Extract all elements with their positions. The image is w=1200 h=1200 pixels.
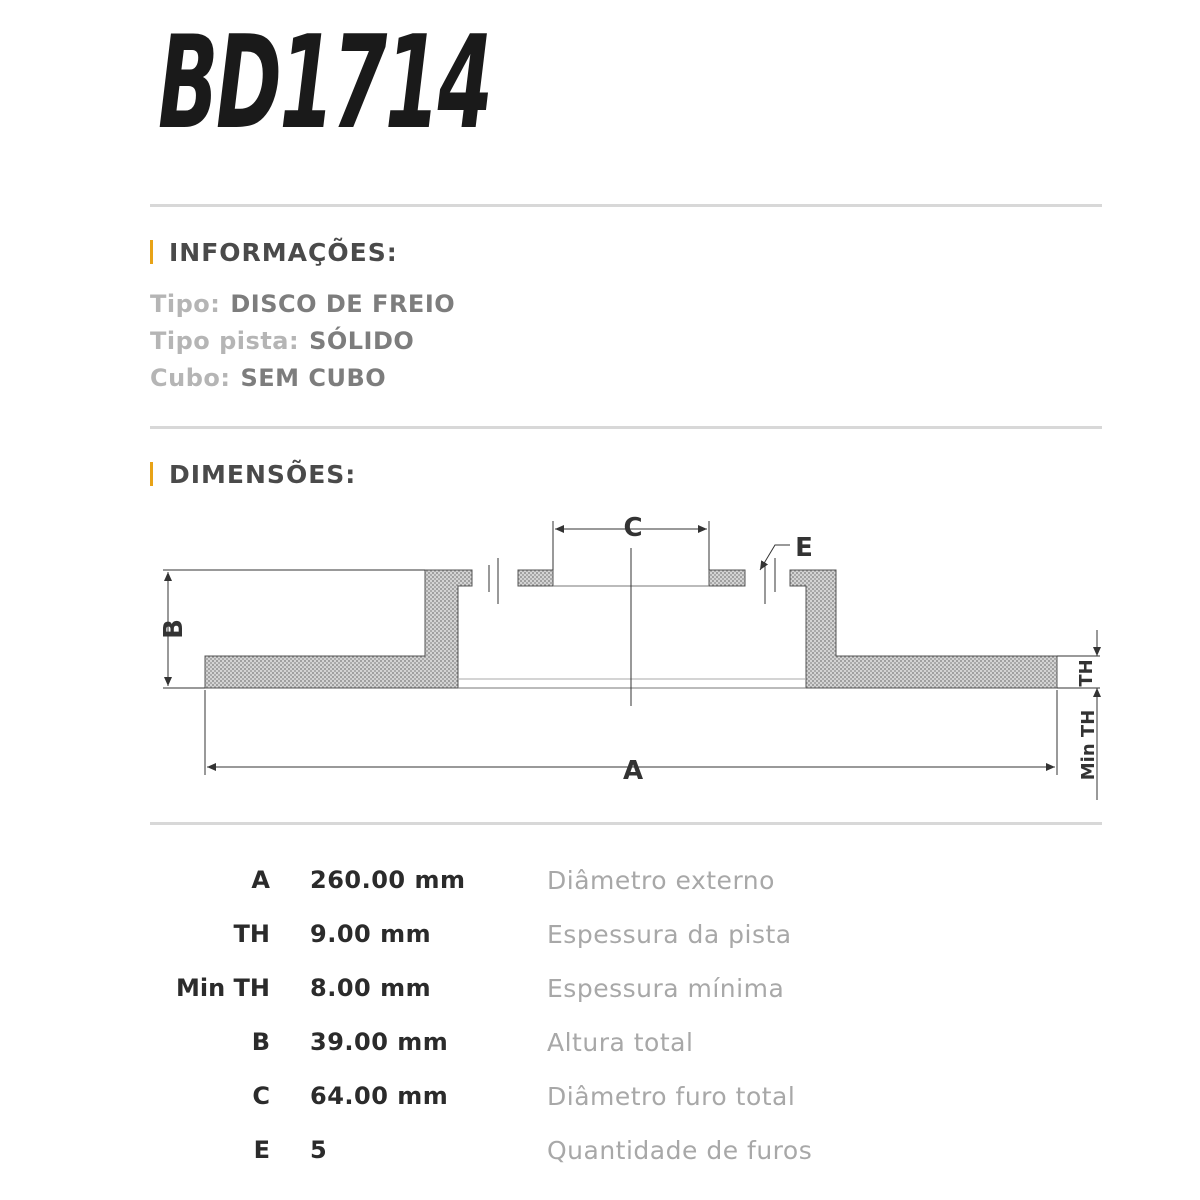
spec-row-min-th bbox=[0, 974, 1200, 1014]
dim-th-label: TH bbox=[1076, 659, 1097, 687]
dim-b-label: B bbox=[159, 619, 189, 639]
spec-row-b bbox=[0, 1028, 1200, 1068]
spec-key: E bbox=[253, 1136, 270, 1164]
info-value: SÓLIDO bbox=[309, 327, 415, 355]
disc-section-right bbox=[790, 570, 1057, 688]
spec-description: Espessura da pista bbox=[547, 920, 792, 949]
disc-section-left bbox=[205, 570, 472, 688]
spec-key: A bbox=[251, 866, 270, 894]
spec-description: Diâmetro externo bbox=[547, 866, 775, 895]
divider-top bbox=[150, 204, 1102, 207]
divider-bottom bbox=[150, 822, 1102, 825]
spec-description: Diâmetro furo total bbox=[547, 1082, 796, 1111]
spec-description: Altura total bbox=[547, 1028, 694, 1057]
dim-min-th-label: Min TH bbox=[1078, 709, 1099, 781]
dimensions-heading bbox=[150, 460, 356, 489]
spec-value: 5 bbox=[310, 1136, 328, 1164]
info-label: Cubo: bbox=[150, 364, 231, 392]
heading-accent-bar bbox=[150, 462, 153, 486]
spec-key: TH bbox=[233, 920, 270, 948]
dim-c-label: C bbox=[623, 513, 643, 543]
spec-value: 8.00 mm bbox=[310, 974, 432, 1002]
spec-row-th bbox=[0, 920, 1200, 960]
dimensions-heading-text: DIMENSÕES: bbox=[169, 460, 357, 489]
spec-row-a bbox=[0, 866, 1200, 906]
product-code-title: BD1714 bbox=[158, 9, 491, 158]
info-row-tipo-pista bbox=[150, 327, 414, 355]
divider-middle bbox=[150, 426, 1102, 429]
dim-a-label: A bbox=[622, 756, 644, 786]
info-row-cubo bbox=[150, 364, 386, 392]
info-heading bbox=[150, 238, 398, 267]
info-value: SEM CUBO bbox=[240, 364, 387, 392]
dim-e-label: E bbox=[795, 533, 813, 563]
info-heading-text: INFORMAÇÕES: bbox=[169, 238, 398, 267]
spec-description: Espessura mínima bbox=[547, 974, 785, 1003]
brake-disc-diagram bbox=[0, 500, 1200, 800]
spec-value: 9.00 mm bbox=[310, 920, 432, 948]
spec-description: Quantidade de furos bbox=[547, 1136, 813, 1165]
info-row-tipo bbox=[150, 290, 455, 318]
spec-row-c bbox=[0, 1082, 1200, 1122]
spec-value: 260.00 mm bbox=[310, 866, 466, 894]
hub-flange-right bbox=[709, 570, 745, 586]
info-value: DISCO DE FREIO bbox=[230, 290, 456, 318]
spec-key: C bbox=[252, 1082, 270, 1110]
info-label: Tipo: bbox=[150, 290, 221, 318]
spec-value: 64.00 mm bbox=[310, 1082, 449, 1110]
spec-key: B bbox=[251, 1028, 270, 1056]
hub-flange-left bbox=[518, 570, 553, 586]
spec-row-e bbox=[0, 1136, 1200, 1176]
spec-key: Min TH bbox=[175, 974, 270, 1002]
info-label: Tipo pista: bbox=[150, 327, 300, 355]
heading-accent-bar bbox=[150, 240, 153, 264]
spec-value: 39.00 mm bbox=[310, 1028, 449, 1056]
